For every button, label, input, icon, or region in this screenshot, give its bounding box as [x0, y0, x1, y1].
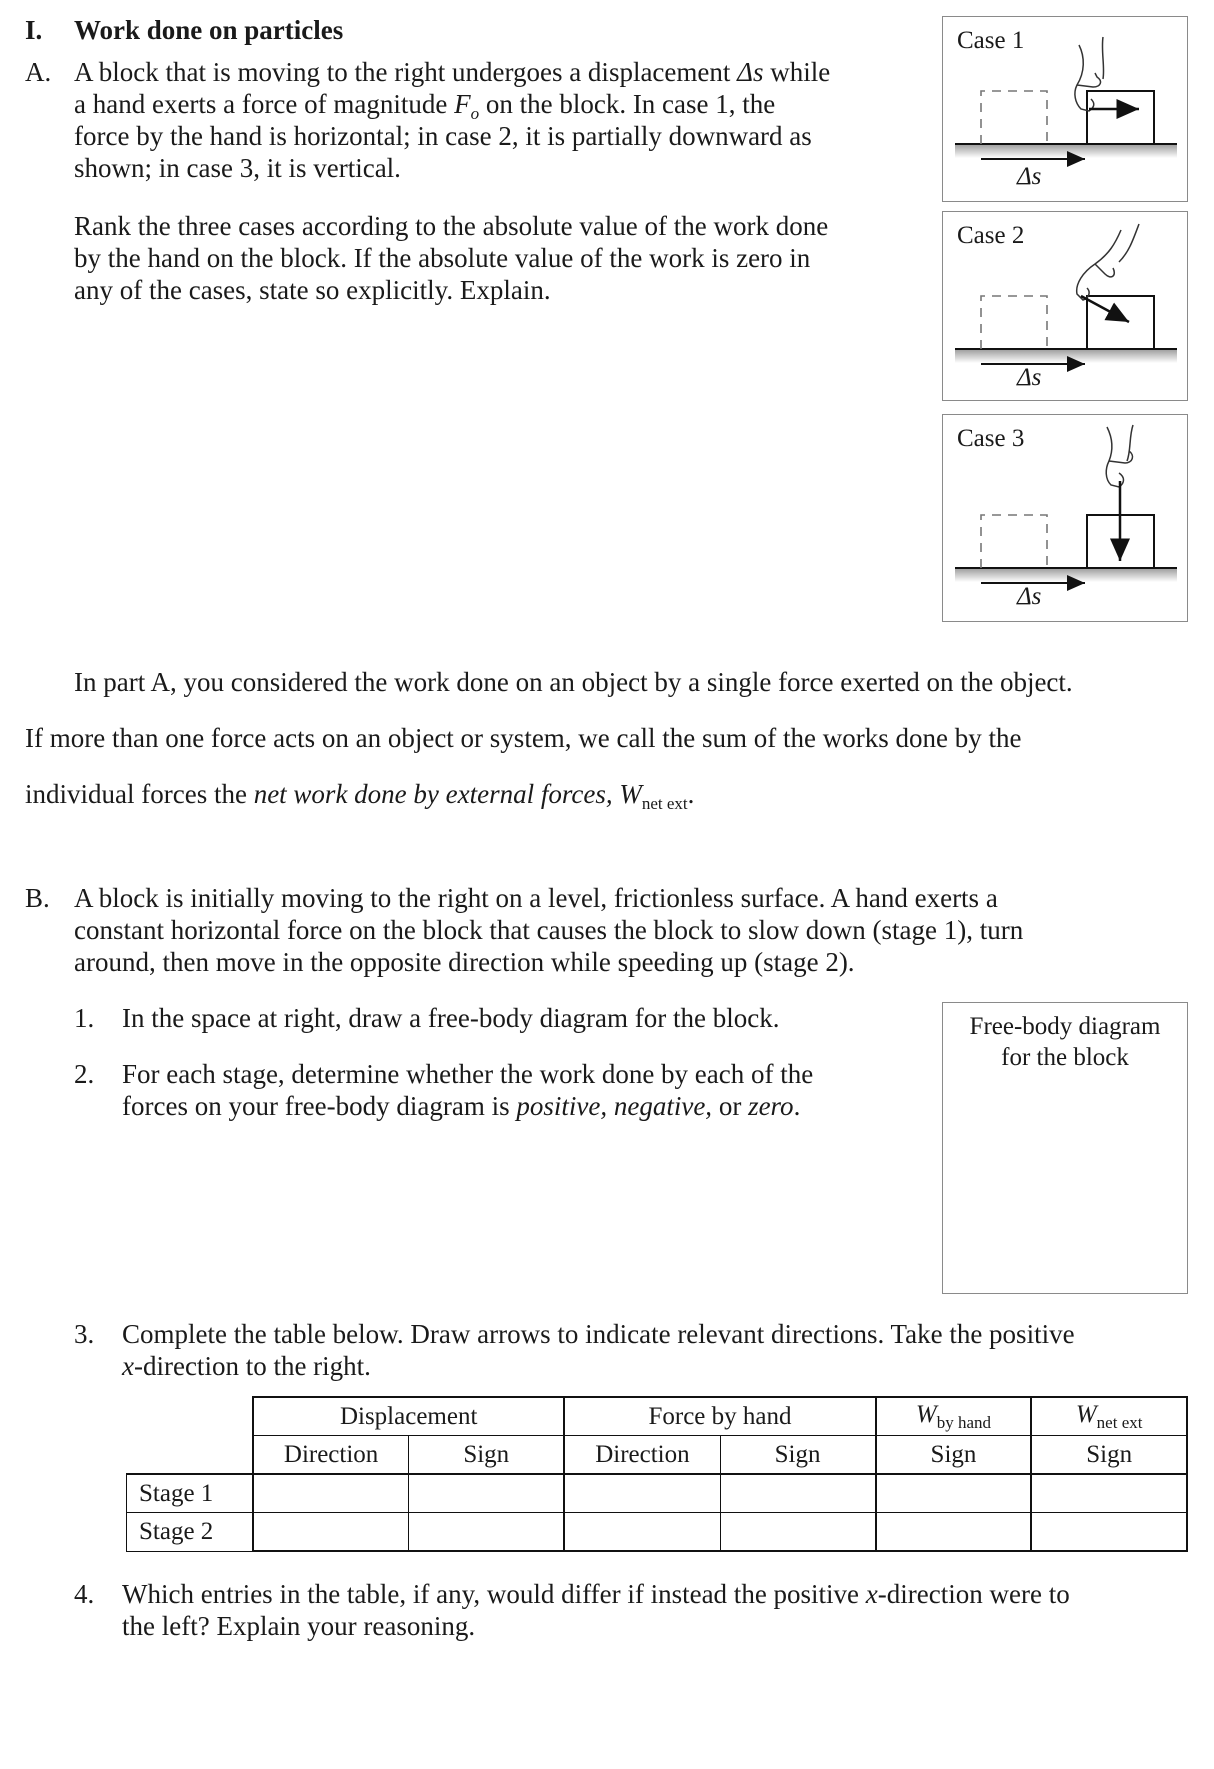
w-net-ext-sign-header: Sign [1031, 1436, 1187, 1475]
table-cell[interactable] [876, 1513, 1032, 1552]
question-2-number: 2. [74, 1059, 95, 1089]
displacement-header: Displacement [253, 1397, 564, 1436]
question-1-number: 1. [74, 1003, 95, 1033]
case-2-label: Case 2 [957, 222, 1025, 249]
case-2-displacement-label: Δs [1017, 364, 1042, 391]
work-table [126, 1396, 1188, 1552]
force-sign-header: Sign [720, 1436, 876, 1475]
intro-line-3: individual forces the net work done by external forces, $W_{net ext}$. [25, 779, 695, 813]
table-row [127, 1474, 1188, 1513]
delta-s-symbol: Δs [737, 57, 764, 87]
case-2-figure [942, 211, 1188, 401]
table-cell[interactable] [1031, 1513, 1187, 1552]
table-cell[interactable] [1031, 1474, 1187, 1513]
part-b-line-1: A block is initially moving to the right on a level, frictionless surface. A hand exerts a [74, 883, 998, 913]
force-by-hand-header: Force by hand [564, 1397, 875, 1436]
part-b-line-2: constant horizontal force on the block that causes the block to slow down (stage 1), turn [74, 915, 1024, 945]
part-a-line-1: A block that is moving to the right undergoes a displacement Δs while [74, 57, 831, 87]
part-a-line-2: a hand exerts a force of magnitude $F_o$ on the block. In case 1, the [74, 89, 776, 123]
table-cell[interactable] [409, 1474, 565, 1513]
question-4-number: 4. [74, 1579, 95, 1609]
table-cell[interactable] [253, 1474, 409, 1513]
table-cell[interactable] [876, 1474, 1032, 1513]
question-2-line-2: forces on your free-body diagram is positive, negative, or zero. [122, 1091, 801, 1121]
table-row [127, 1513, 1188, 1552]
part-a-question-1: Rank the three cases according to the absolute value of the work done [74, 211, 829, 241]
stage-1-label: Stage 1 [127, 1474, 254, 1513]
question-3-line-1: Complete the table below. Draw arrows to indicate relevant directions. Take the positive [122, 1319, 1075, 1349]
part-a-line-4: shown; in case 3, it is vertical. [74, 153, 401, 183]
question-4-line-1: Which entries in the table, if any, would differ if instead the positive x-direction were to [122, 1579, 1070, 1609]
question-4-line-2: the left? Explain your reasoning. [122, 1611, 476, 1641]
part-a-question-2: by the hand on the block. If the absolute value of the work is zero in [74, 243, 811, 273]
table-cell[interactable] [564, 1513, 720, 1552]
section-number: I. [25, 15, 43, 45]
displacement-direction-header: Direction [253, 1436, 409, 1475]
case-3-label: Case 3 [957, 425, 1025, 452]
free-body-diagram-area[interactable] [942, 1002, 1188, 1294]
table-cell[interactable] [253, 1513, 409, 1552]
table-cell[interactable] [564, 1474, 720, 1513]
stage-2-label: Stage 2 [127, 1513, 254, 1552]
section-title: Work done on particles [74, 15, 344, 45]
table-cell[interactable] [409, 1513, 565, 1552]
table-cell[interactable] [720, 1474, 876, 1513]
intro-line-2: If more than one force acts on an object or system, we call the sum of the works done by the [25, 723, 1022, 753]
force-direction-header: Direction [564, 1436, 720, 1475]
case-1-displacement-label: Δs [1017, 163, 1042, 190]
case-3-figure [942, 414, 1188, 622]
question-3-number: 3. [74, 1319, 95, 1349]
question-1-text: In the space at right, draw a free-body diagram for the block. [122, 1003, 780, 1033]
question-3-line-2: x-direction to the right. [122, 1351, 371, 1381]
w-net-ext-header: $W_{net ext}$ [1031, 1397, 1187, 1436]
case-1-label: Case 1 [957, 27, 1025, 54]
w-by-hand-sign-header: Sign [876, 1436, 1032, 1475]
table-cell[interactable] [720, 1513, 876, 1552]
part-a-question-3: any of the cases, state so explicitly. Explain. [74, 275, 551, 305]
intro-line-1: In part A, you considered the work done on an object by a single force exerted on the object. [74, 667, 1073, 697]
case-1-figure [942, 16, 1188, 202]
question-2-line-1: For each stage, determine whether the work done by each of the [122, 1059, 814, 1089]
free-body-diagram-title: Free-body diagram for the block [969, 1013, 1161, 1071]
part-b-letter: B. [25, 883, 50, 913]
displacement-sign-header: Sign [409, 1436, 565, 1475]
part-b-line-3: around, then move in the opposite direction while speeding up (stage 2). [74, 947, 855, 977]
w-by-hand-header: $W_{by hand}$ [876, 1397, 1032, 1436]
part-a-letter: A. [25, 57, 52, 87]
case-3-displacement-label: Δs [1017, 583, 1042, 610]
part-a-line-3: force by the hand is horizontal; in case 2, it is partially downward as [74, 121, 812, 151]
